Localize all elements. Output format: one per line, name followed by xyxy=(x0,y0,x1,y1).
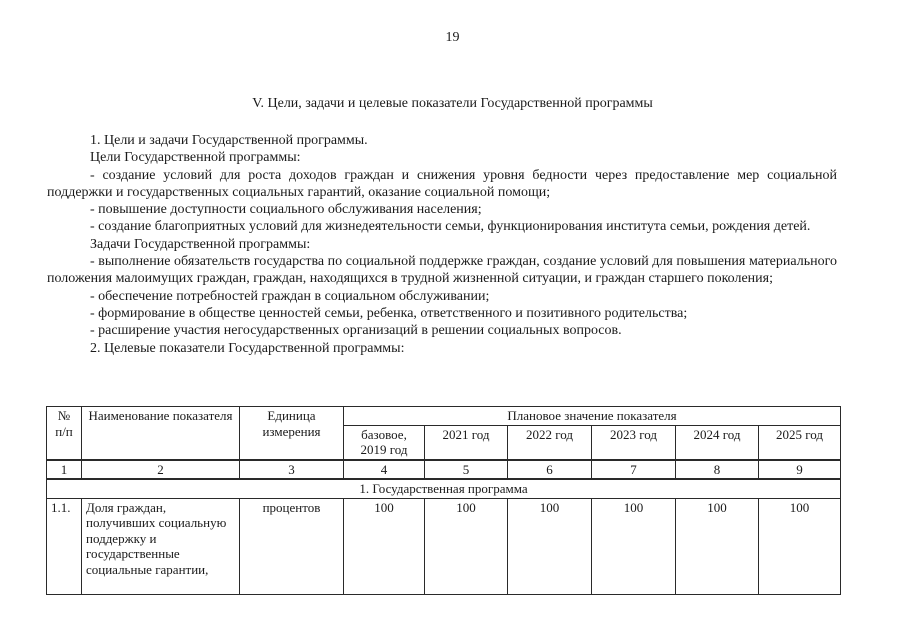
row-name: Доля граждан, получивших социальную поддержку и государственные социальные гарантии, xyxy=(82,498,240,594)
document-body xyxy=(47,132,837,357)
row-value: 100 xyxy=(592,498,676,594)
row-value: 100 xyxy=(676,498,759,594)
header-year-base: базовое, 2019 год xyxy=(344,425,425,460)
col-number: 4 xyxy=(344,460,425,480)
paragraph-task-2: - обеспечение потребностей граждан в социальном обслуживании; xyxy=(90,288,490,304)
row-value: 100 xyxy=(508,498,592,594)
row-value: 100 xyxy=(344,498,425,594)
col-number: 1 xyxy=(47,460,82,480)
paragraph-goal-2: - повышение доступности социального обслуживания населения; xyxy=(90,202,482,218)
row-unit: процентов xyxy=(240,498,344,594)
page-number: 19 xyxy=(445,30,460,45)
header-year-2025: 2025 год xyxy=(759,425,841,460)
header-plan: Плановое значение показателя xyxy=(344,407,841,426)
paragraph-indicators-label: 2. Целевые показатели Государственной программы: xyxy=(90,340,405,356)
paragraph-task-1: - выполнение обязательств государства по социальной поддержке граждан, создание условий для повышения материального положения малоимущих граждан, граждан, находящихся в трудной жизненной ситуации, и граждан старшего поколения; xyxy=(47,254,837,287)
section-row xyxy=(47,479,841,498)
row-value: 100 xyxy=(425,498,508,594)
header-year-2022: 2022 год xyxy=(508,425,592,460)
col-number: 3 xyxy=(240,460,344,480)
section-heading: V. Цели, задачи и целевые показатели Государственной программы xyxy=(252,96,653,111)
col-number: 5 xyxy=(425,460,508,480)
header-year-2024: 2024 год xyxy=(676,425,759,460)
col-number: 9 xyxy=(759,460,841,480)
header-year-2023: 2023 год xyxy=(592,425,676,460)
col-number: 7 xyxy=(592,460,676,480)
paragraph-goals-tasks: 1. Цели и задачи Государственной программы. xyxy=(90,133,368,148)
paragraph-goal-3: - создание благоприятных условий для жизнедеятельности семьи, функционирования института семьи, рождения детей. xyxy=(90,219,811,235)
col-number: 6 xyxy=(508,460,592,480)
paragraph-task-3: - формирование в обществе ценностей семьи, ребенка, ответственного и позитивного родительства; xyxy=(90,305,688,321)
col-number: 8 xyxy=(676,460,759,480)
paragraph-goal-1: - создание условий для роста доходов граждан и снижения уровня бедности через предоставление мер социальной поддержки и государственных социальных гарантий, оказание социальной помощи; xyxy=(47,167,837,200)
header-year-2021: 2021 год xyxy=(425,425,508,460)
header-unit: Единица измерения xyxy=(240,407,344,460)
paragraph-goals-label: Цели Государственной программы: xyxy=(90,150,301,166)
col-number: 2 xyxy=(82,460,240,480)
indicators-table xyxy=(46,406,841,595)
paragraph-task-4: - расширение участия негосударственных организаций в решении социальных вопросов. xyxy=(90,323,622,339)
section-row-label: 1. Государственная программа xyxy=(47,479,841,498)
paragraph-tasks-label: Задачи Государственной программы: xyxy=(90,236,311,252)
header-name: Наименование показателя xyxy=(82,407,240,460)
column-number-row xyxy=(47,460,841,480)
header-num: № п/п xyxy=(47,407,82,460)
row-num: 1.1. xyxy=(47,498,82,594)
table-row xyxy=(47,498,841,594)
row-value: 100 xyxy=(759,498,841,594)
table-header-row xyxy=(47,407,841,426)
